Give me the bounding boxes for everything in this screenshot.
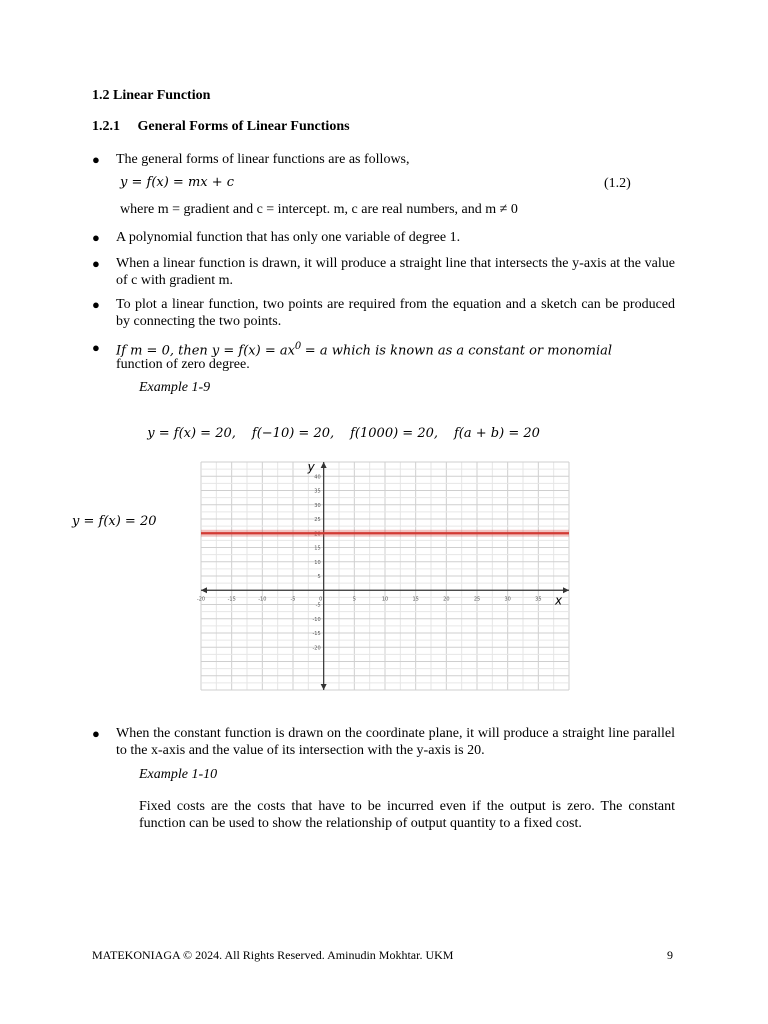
- example-9-equations: y = f(x) = 20, f(−10) = 20, f(1000) = 20, f(a + b) = 20: [147, 426, 540, 441]
- equation-number: (1.2): [604, 176, 631, 191]
- bullet-2-text: A polynomial function that has only one variable of degree 1.: [116, 230, 461, 245]
- x-axis-arrow-right-icon: [563, 587, 569, 593]
- bullet-icon: ●: [92, 340, 100, 355]
- x-tick-label: 10: [381, 596, 389, 603]
- equation-main: y = f(x) = mx + c: [120, 175, 235, 190]
- bullet-5-line-2: function of zero degree.: [116, 357, 250, 372]
- x-axis-label: x: [555, 593, 563, 608]
- example-10-label: Example 1-10: [139, 767, 218, 782]
- x-tick-label: -10: [258, 596, 267, 603]
- page-number: 9: [667, 948, 673, 962]
- x-tick-label: -5: [290, 596, 296, 603]
- bullet-4-text: To plot a linear function, two points are required from the equation and a sketch can be produced by connecting the two points.: [116, 297, 675, 329]
- subsection-title: [92, 119, 350, 135]
- y-tick-label: 40: [314, 474, 321, 481]
- x-tick-label: 25: [473, 596, 481, 603]
- bullet-icon: ●: [92, 726, 100, 741]
- bullet-1-text: The general forms of linear functions are as follows,: [116, 152, 410, 167]
- x-tick-label: -15: [227, 596, 236, 603]
- y-tick-label: 25: [314, 517, 321, 523]
- section-title: 1.2 Linear Function: [92, 88, 211, 103]
- y-tick-label: -5: [315, 602, 321, 609]
- where-text: where m = gradient and c = intercept. m, c are real numbers, and m ≠ 0: [120, 202, 518, 217]
- y-tick-label: 35: [314, 488, 321, 495]
- bullet-icon: ●: [92, 297, 100, 312]
- y-axis-arrow-up-icon: [321, 462, 327, 468]
- y-tick-label: -20: [312, 645, 321, 652]
- x-tick-label: 20: [443, 596, 450, 603]
- bullet-icon: ●: [92, 256, 100, 271]
- y-tick-label: 10: [314, 559, 321, 566]
- bullet-5-line-1: If m = 0, then $y = f(x) = ax^0 = a$ which is known as a constant or monomial: [116, 341, 613, 359]
- y-tick-label: 30: [314, 502, 321, 509]
- y-tick-label: 5: [317, 574, 321, 580]
- bullet-6-text: When the constant function is drawn on the coordinate plane, it will produce a straight line parallel to the x-axis and the value of its intersection with the y-axis is 20.: [116, 726, 675, 758]
- y-tick-label: 20: [314, 531, 321, 538]
- footer-text: MATEKONIAGA © 2024. All Rights Reserved. Aminudin Mokhtar. UKM: [92, 948, 454, 962]
- constant-function-graph: [195, 456, 575, 696]
- origin-tick-label: 0: [319, 596, 323, 603]
- y-axis-arrow-down-icon: [321, 684, 327, 690]
- y-tick-label: -15: [312, 631, 321, 637]
- example-9-label: Example 1-9: [139, 380, 211, 395]
- y-tick-label: -10: [312, 616, 321, 623]
- x-axis-arrow-left-icon: [201, 587, 207, 593]
- graph-function-label: y = f(x) = 20: [72, 514, 157, 529]
- bullet-icon: ●: [92, 152, 100, 167]
- subsection-number: 1.2.1: [92, 119, 120, 134]
- example-10-text: Fixed costs are the costs that have to be incurred even if the output is zero. The constant function can be used to show the relationship of output quantity to a fixed cost.: [139, 799, 675, 831]
- x-tick-label: 30: [504, 596, 511, 603]
- bullet-icon: ●: [92, 230, 100, 245]
- x-tick-label: 15: [412, 596, 419, 603]
- x-tick-label: 5: [352, 596, 356, 603]
- subsection-title-text: General Forms of Linear Functions: [137, 119, 350, 134]
- y-axis-label: y: [307, 460, 315, 474]
- bullet-3-text: When a linear function is drawn, it will produce a straight line that intersects the y-axis at the value of c with gradient m.: [116, 256, 675, 288]
- x-tick-label: 35: [535, 596, 542, 603]
- x-tick-label: -20: [196, 596, 206, 603]
- y-tick-label: 15: [314, 545, 321, 552]
